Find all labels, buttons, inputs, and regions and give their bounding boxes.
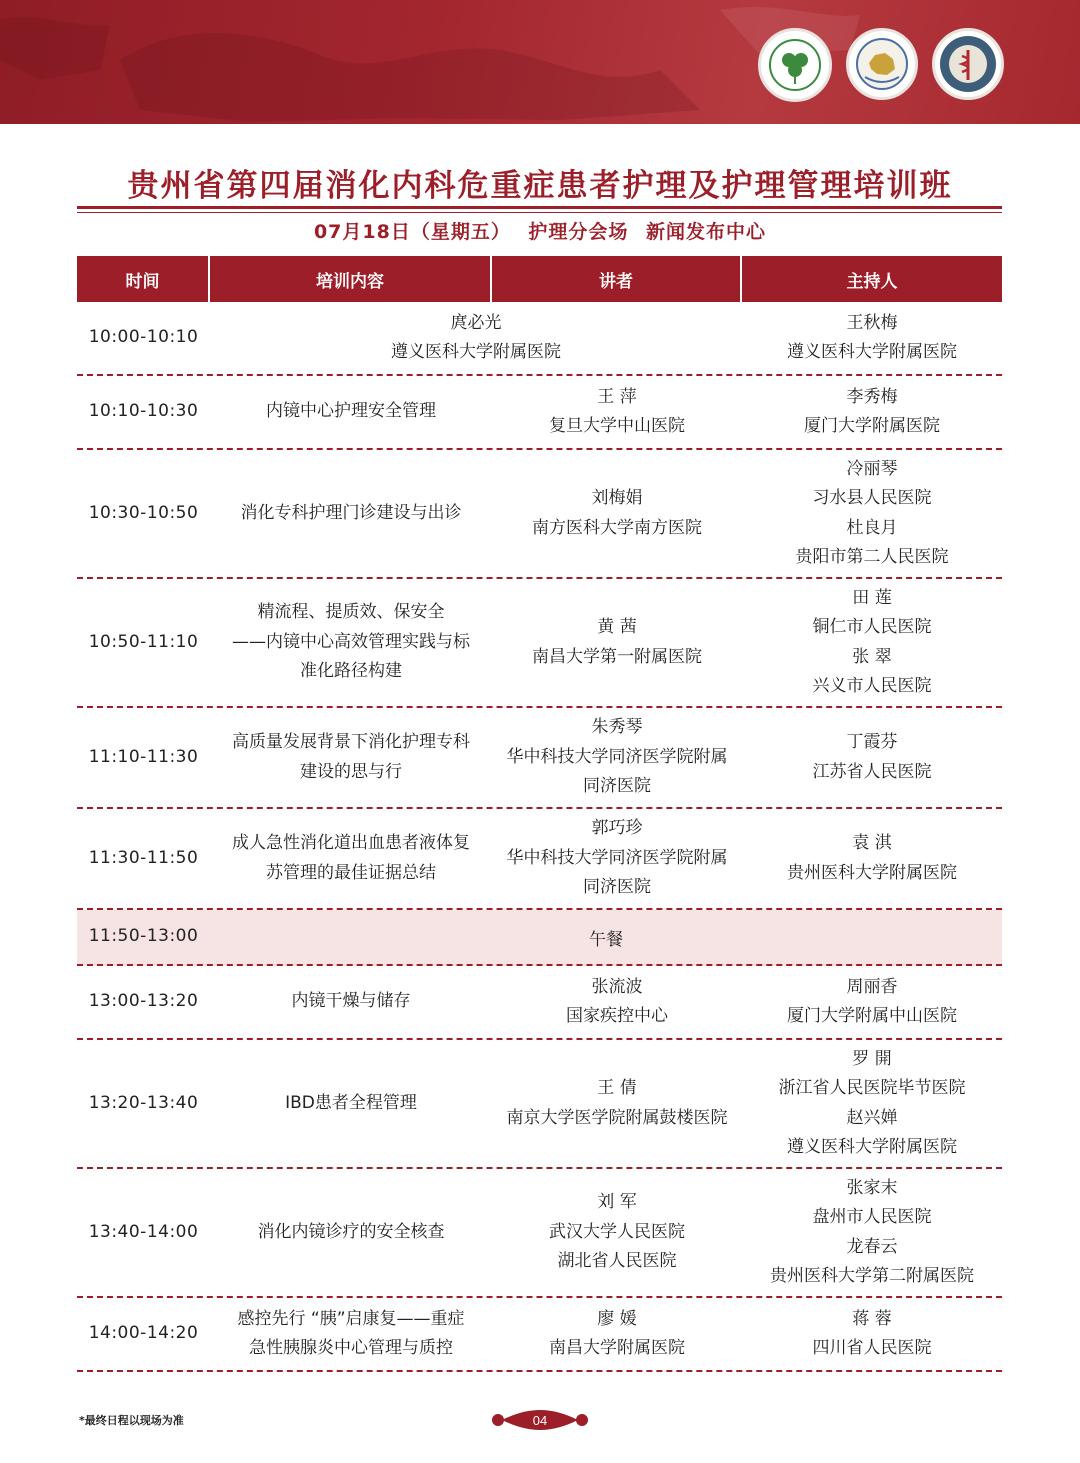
speaker-line: 王 萍 <box>597 386 637 407</box>
host-line: 习水县人民医院 <box>812 488 932 508</box>
table-row <box>77 302 1002 376</box>
header-speaker: 讲者 <box>492 256 742 302</box>
speaker-cell <box>492 376 742 448</box>
host-line: 杜良月 <box>846 517 898 538</box>
schedule-table <box>77 256 1002 1372</box>
speaker-cell <box>492 1169 742 1296</box>
speaker-line: 武汉大学人民医院 <box>549 1221 685 1242</box>
footnote: *最终日程以现场为准 <box>79 1414 184 1427</box>
title-divider <box>77 206 1002 209</box>
session-subtitle: 07月18日（星期五） 护理分会场 新闻发布中心 <box>313 221 767 243</box>
speaker-affiliation: 遵义医科大学附属医院 <box>391 342 561 362</box>
host-line: 张 翠 <box>852 646 892 667</box>
topic-cell <box>210 966 492 1038</box>
host-line: 王秋梅 <box>846 312 898 333</box>
speaker-line: 华中科技大学同济医学院附属 <box>506 746 728 767</box>
host-cell <box>742 1298 1002 1370</box>
header-topic: 培训内容 <box>210 256 492 302</box>
topic-line: 消化内镜诊疗的安全核查 <box>257 1221 445 1242</box>
topic-cell <box>210 1040 492 1167</box>
host-line: 四川省人民医院 <box>812 1338 932 1358</box>
table-row <box>77 1169 1002 1298</box>
host-line: 铜仁市人民医院 <box>812 617 932 637</box>
table-row <box>77 450 1002 579</box>
table-row <box>77 708 1002 809</box>
host-line: 丁霞芬 <box>846 732 898 752</box>
logo-group <box>758 28 1004 102</box>
host-line: 张家末 <box>846 1177 898 1198</box>
host-cell <box>742 1040 1002 1167</box>
host-cell <box>742 809 1002 908</box>
topic-line: 内镜干燥与储存 <box>291 991 411 1012</box>
medical-caduceus-logo <box>932 28 1004 100</box>
host-cell <box>742 579 1002 706</box>
topic-cell <box>210 450 492 577</box>
topic-line: 高质量发展背景下消化护理专科 <box>232 732 470 752</box>
host-line: 田 莲 <box>852 587 892 608</box>
topic-cell <box>210 708 492 807</box>
speaker-line: 郭巧珍 <box>591 818 643 839</box>
host-cell <box>742 708 1002 807</box>
speaker-line: 国家疾控中心 <box>566 1006 668 1026</box>
topic-line: 感控先行 “胰”启康复——重症 <box>237 1308 465 1329</box>
host-line: 盘州市人民医院 <box>812 1207 932 1227</box>
speaker-cell <box>492 809 742 908</box>
time-cell: 13:40-14:00 <box>88 1221 199 1242</box>
host-line: 赵兴婵 <box>846 1107 898 1128</box>
host-line: 厦门大学附属中山医院 <box>787 1006 957 1026</box>
speaker-name: 庹必光 <box>450 312 502 333</box>
table-header <box>77 256 1002 302</box>
title-divider-thin <box>77 212 1002 213</box>
speaker-line: 黄 茜 <box>597 617 637 637</box>
header-time: 时间 <box>77 256 210 302</box>
topic-line: 准化路径构建 <box>300 661 402 682</box>
host-line: 蒋 蓉 <box>852 1308 892 1329</box>
topic-line: 急性胰腺炎中心管理与质控 <box>249 1338 453 1358</box>
time-cell: 13:00-13:20 <box>88 991 199 1012</box>
table-row <box>77 809 1002 910</box>
host-line: 李秀梅 <box>846 386 898 407</box>
host-line: 贵州医科大学第二附属医院 <box>770 1266 974 1286</box>
topic-line: 消化专科护理门诊建设与出诊 <box>240 502 462 523</box>
topic-line: 苏管理的最佳证据总结 <box>266 862 436 883</box>
host-line: 遵义医科大学附属医院 <box>787 1137 957 1157</box>
host-line: 冷丽琴 <box>846 458 898 479</box>
time-cell: 11:50-13:00 <box>88 926 199 947</box>
table-row <box>77 376 1002 450</box>
speaker-line: 南昌大学附属医院 <box>549 1338 685 1358</box>
header-banner <box>0 0 1080 124</box>
speaker-cell <box>492 1040 742 1167</box>
topic-line: ——内镜中心高效管理实践与标 <box>232 631 470 652</box>
host-line: 龙春云 <box>846 1236 898 1257</box>
page-title: 贵州省第四届消化内科危重症患者护理及护理管理培训班 <box>127 168 953 204</box>
host-line: 兴义市人民医院 <box>812 676 932 696</box>
topic-line: 成人急性消化道出血患者液体复 <box>232 833 470 853</box>
guizhou-map-society-logo <box>846 28 918 100</box>
speaker-line: 湖北省人民医院 <box>557 1251 677 1272</box>
topic-line: IBD患者全程管理 <box>285 1092 417 1113</box>
host-line: 贵州医科大学附属医院 <box>787 862 957 883</box>
speaker-line: 南昌大学第一附属医院 <box>532 646 702 667</box>
time-cell: 11:10-11:30 <box>88 746 199 767</box>
topic-line: 内镜中心护理安全管理 <box>266 401 436 422</box>
page-number: 04 <box>532 1413 548 1428</box>
host-line: 江苏省人民医院 <box>812 761 932 782</box>
time-cell: 14:00-14:20 <box>88 1323 199 1344</box>
time-cell: 10:50-11:10 <box>88 631 199 652</box>
topic-cell <box>210 1298 492 1370</box>
lunch-label: 午餐 <box>589 929 623 950</box>
clover-association-logo <box>758 28 832 102</box>
topic-cell <box>210 376 492 448</box>
speaker-cell <box>492 450 742 577</box>
topic-line: 建设的思与行 <box>300 761 402 782</box>
table-row <box>77 1040 1002 1169</box>
host-cell <box>742 450 1002 577</box>
table-row <box>77 579 1002 708</box>
speaker-line: 同济医院 <box>583 776 651 797</box>
speaker-cell <box>492 966 742 1038</box>
speaker-cell <box>492 1298 742 1370</box>
speaker-line: 同济医院 <box>583 877 651 898</box>
table-row <box>77 966 1002 1040</box>
host-cell <box>742 376 1002 448</box>
topic-cell <box>210 1169 492 1296</box>
speaker-line: 张流波 <box>591 976 643 997</box>
host-cell <box>742 966 1002 1038</box>
time-cell: 11:30-11:50 <box>88 847 199 868</box>
topic-cell <box>210 809 492 908</box>
host-cell <box>742 302 1002 374</box>
speaker-line: 南京大学医学院附属鼓楼医院 <box>506 1107 728 1128</box>
speaker-line: 王 倩 <box>597 1078 637 1098</box>
host-line: 浙江省人民医院毕节医院 <box>778 1078 966 1098</box>
host-line: 遵义医科大学附属医院 <box>787 342 957 362</box>
host-line: 袁 淇 <box>852 833 892 853</box>
host-line: 周丽香 <box>846 976 898 997</box>
topic-cell <box>210 579 492 706</box>
merged-topic-speaker-cell <box>210 302 742 374</box>
speaker-line: 复旦大学中山医院 <box>549 416 685 436</box>
table-row <box>77 1298 1002 1372</box>
speaker-line: 华中科技大学同济医学院附属 <box>506 847 728 868</box>
speaker-line: 刘梅娟 <box>591 488 643 508</box>
speaker-line: 朱秀琴 <box>591 717 643 738</box>
speaker-line: 刘 军 <box>597 1192 637 1213</box>
speaker-cell <box>492 708 742 807</box>
host-line: 罗 開 <box>852 1048 892 1069</box>
speaker-line: 廖 媛 <box>597 1308 637 1329</box>
speaker-cell <box>492 579 742 706</box>
time-cell: 10:30-10:50 <box>88 502 199 523</box>
time-cell: 10:10-10:30 <box>88 401 199 422</box>
speaker-line: 南方医科大学南方医院 <box>532 517 702 538</box>
host-line: 厦门大学附属医院 <box>804 416 940 436</box>
page-number-badge <box>492 1406 588 1434</box>
time-cell: 13:20-13:40 <box>88 1092 199 1113</box>
time-cell: 10:00-10:10 <box>88 327 199 348</box>
host-cell <box>742 1169 1002 1296</box>
lunch-row <box>77 910 1002 966</box>
header-host: 主持人 <box>742 256 1002 302</box>
topic-line: 精流程、提质效、保安全 <box>257 602 445 623</box>
host-line: 贵阳市第二人民医院 <box>795 547 949 567</box>
